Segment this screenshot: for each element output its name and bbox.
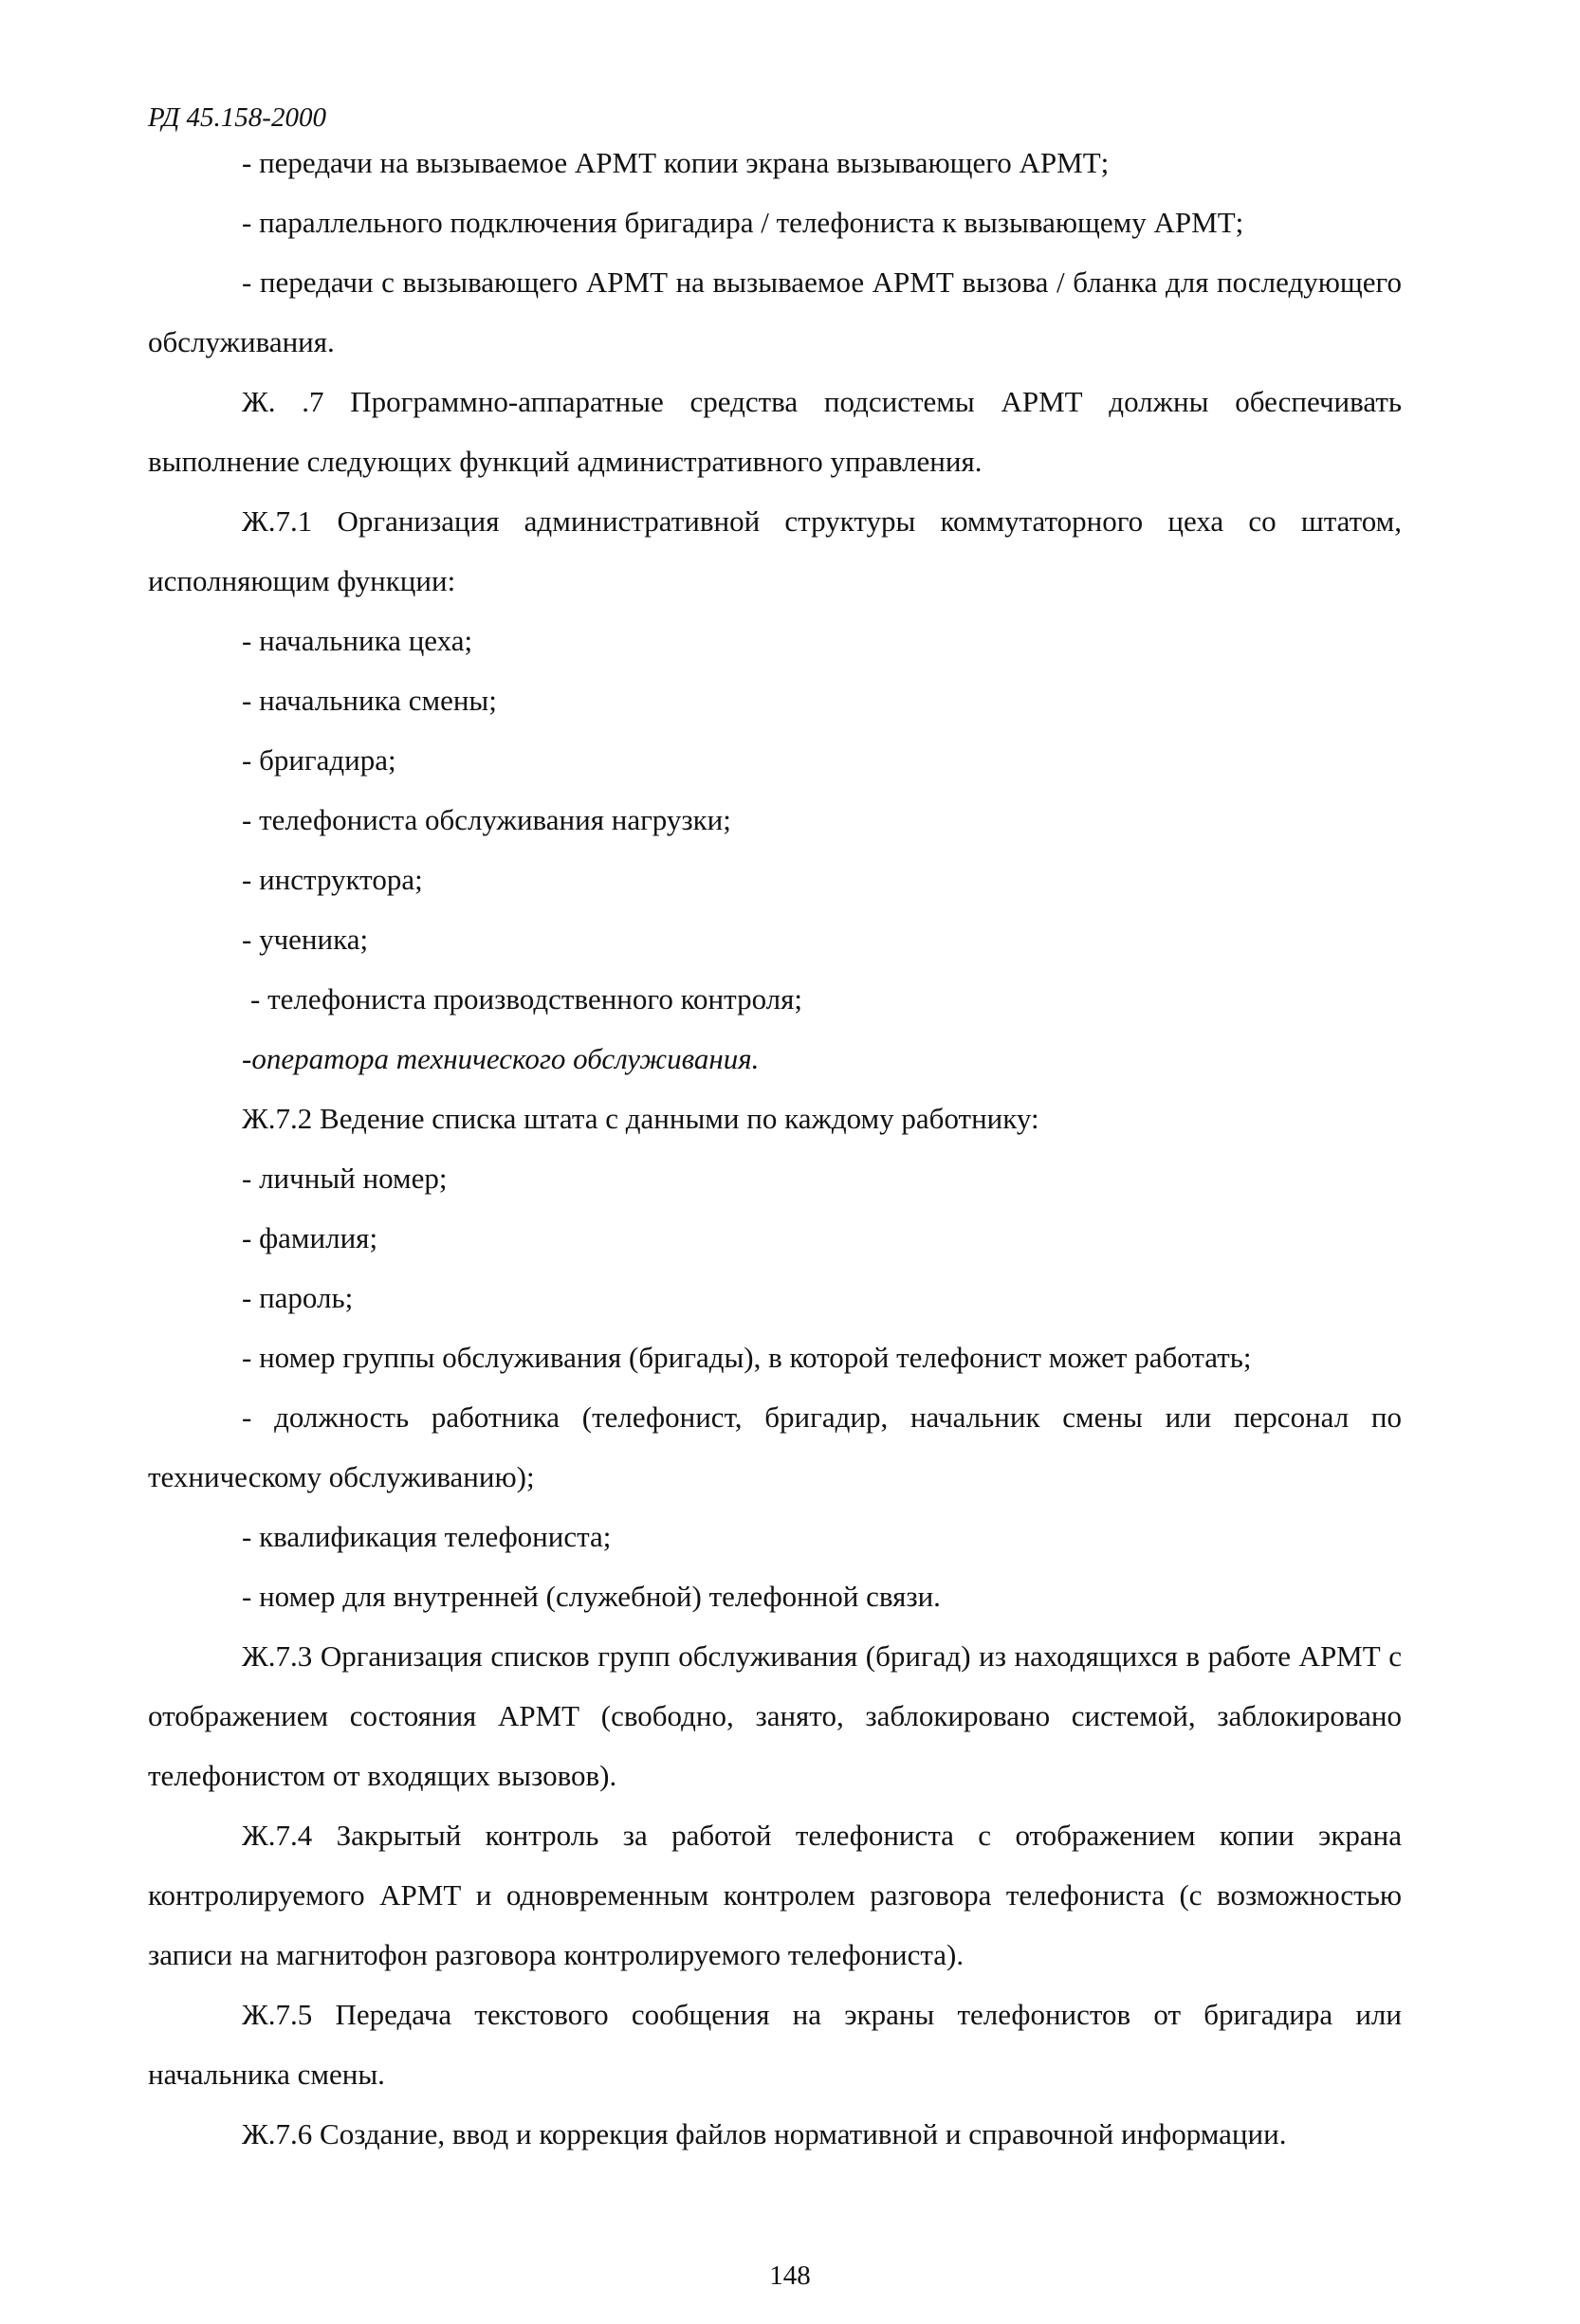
section-paragraph: Ж.7.2 Ведение списка штата с данными по каждому работнику: bbox=[242, 1102, 1039, 1135]
section-paragraph: Ж.7.5 Передача текстового сообщения на экраны телефонистов от бригадира или начальника смены. bbox=[148, 1998, 1402, 2091]
section-paragraph: Ж.7.1 Организация административной структуры коммутаторного цеха со штатом, исполняющим функции: bbox=[148, 504, 1402, 597]
page-number: 148 bbox=[769, 2260, 811, 2291]
list-item: - инструктора; bbox=[242, 863, 423, 896]
section-paragraph: Ж.7.3 Организация списков групп обслуживания (бригад) из находящихся в работе АРМТ с отображением состояния АРМТ (свободно, занято, заблокировано системой, заблокировано телефонистом от входящих вызовов). bbox=[148, 1639, 1402, 1792]
list-item: - передачи на вызываемое АРМТ копии экрана вызывающего АРМТ; bbox=[242, 146, 1110, 179]
section-paragraph: Ж.7.6 Создание, ввод и коррекция файлов нормативной и справочной информации. bbox=[242, 2117, 1287, 2150]
list-item: - передачи с вызывающего АРМТ на вызываемое АРМТ вызова / бланка для последующего обслуживания. bbox=[148, 265, 1402, 358]
list-item: - начальника цеха; bbox=[242, 624, 473, 657]
section-paragraph: Ж. .7 Программно-аппаратные средства подсистемы АРМТ должны обеспечивать выполнение следующих функций административного управления. bbox=[148, 385, 1402, 478]
list-item: - личный номер; bbox=[242, 1162, 448, 1195]
list-item: - квалификация телефониста; bbox=[242, 1520, 612, 1553]
list-item: - номер для внутренней (служебной) телефонной связи. bbox=[242, 1580, 941, 1613]
list-item: - телефониста производственного контроля; bbox=[250, 982, 803, 1016]
list-item: - телефониста обслуживания нагрузки; bbox=[242, 803, 731, 836]
list-item: - фамилия; bbox=[242, 1221, 378, 1254]
document-code: РД 45.158-2000 bbox=[148, 102, 326, 133]
list-item: - бригадира; bbox=[242, 743, 396, 777]
document-body bbox=[148, 133, 1402, 2164]
list-item: - должность работника (телефонист, бригадир, начальник смены или персонал по техническому обслуживанию); bbox=[148, 1400, 1402, 1493]
list-item: - начальника смены; bbox=[242, 684, 497, 717]
list-item: -оператора технического обслуживания. bbox=[242, 1042, 760, 1075]
section-paragraph: Ж.7.4 Закрытый контроль за работой телефониста с отображением копии экрана контролируемого АРМТ и одновременным контролем разговора телефониста (с возможностью записи на магнитофон разговора контролируемого телефониста). bbox=[148, 1819, 1402, 1971]
list-item: - пароль; bbox=[242, 1281, 354, 1314]
list-item: - ученика; bbox=[242, 923, 369, 956]
list-item: - параллельного подключения бригадира / телефониста к вызывающему АРМТ; bbox=[242, 206, 1244, 239]
list-item: - номер группы обслуживания (бригады), в которой телефонист может работать; bbox=[242, 1341, 1252, 1374]
